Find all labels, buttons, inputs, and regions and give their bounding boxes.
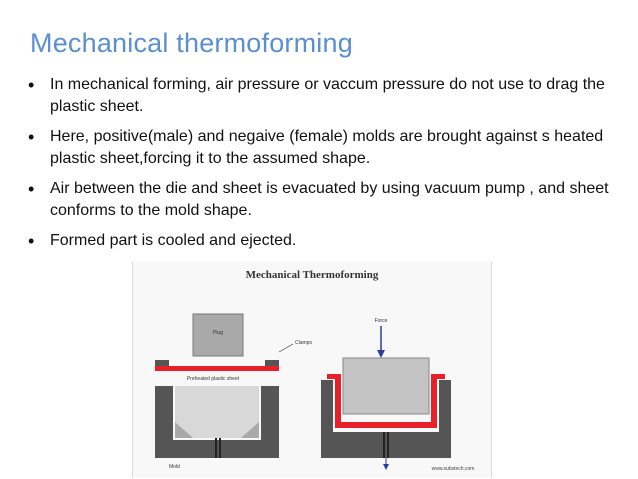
bullet-list bbox=[28, 74, 618, 260]
thermoforming-diagram bbox=[132, 262, 492, 478]
bullet-item: • Here, positive(male) and negaive (female) molds are brought against s heated plastic sheet,forcing it to the assumed shape. bbox=[28, 126, 618, 170]
cavity-inner bbox=[175, 386, 259, 438]
clamp-right bbox=[265, 360, 279, 366]
clamps-label: Clamps bbox=[295, 340, 312, 346]
vent-line-4 bbox=[387, 432, 389, 458]
vent-arrow-head bbox=[383, 464, 389, 470]
mold-label: Mold bbox=[169, 464, 180, 470]
clamps-leader bbox=[279, 344, 293, 352]
force-arrow-head bbox=[377, 350, 385, 358]
preheated-sheet bbox=[155, 366, 279, 371]
clamp-left bbox=[155, 360, 169, 366]
figure-title: Mechanical Thermoforming bbox=[245, 269, 379, 281]
force-label: Force bbox=[374, 318, 388, 324]
slide-title: Mechanical thermoforming bbox=[30, 28, 353, 58]
sheet-label: Preheated plastic sheet bbox=[186, 376, 240, 382]
diagram-svg bbox=[133, 262, 491, 478]
plug-label: Plug bbox=[212, 330, 224, 336]
watermark: www.substech.com bbox=[431, 466, 475, 472]
plug-pressed bbox=[343, 358, 429, 414]
vent-line-1 bbox=[215, 438, 217, 458]
vent-line-3 bbox=[383, 432, 385, 458]
vent-line-2 bbox=[219, 438, 221, 458]
bullet-item: • Formed part is cooled and ejected. bbox=[28, 230, 618, 252]
bullet-item: • Air between the die and sheet is evacuated by using vacuum pump , and sheet conforms to the mold shape. bbox=[28, 178, 618, 222]
bullet-item: • In mechanical forming, air pressure or vaccum pressure do not use to drag the plastic sheet. bbox=[28, 74, 618, 118]
